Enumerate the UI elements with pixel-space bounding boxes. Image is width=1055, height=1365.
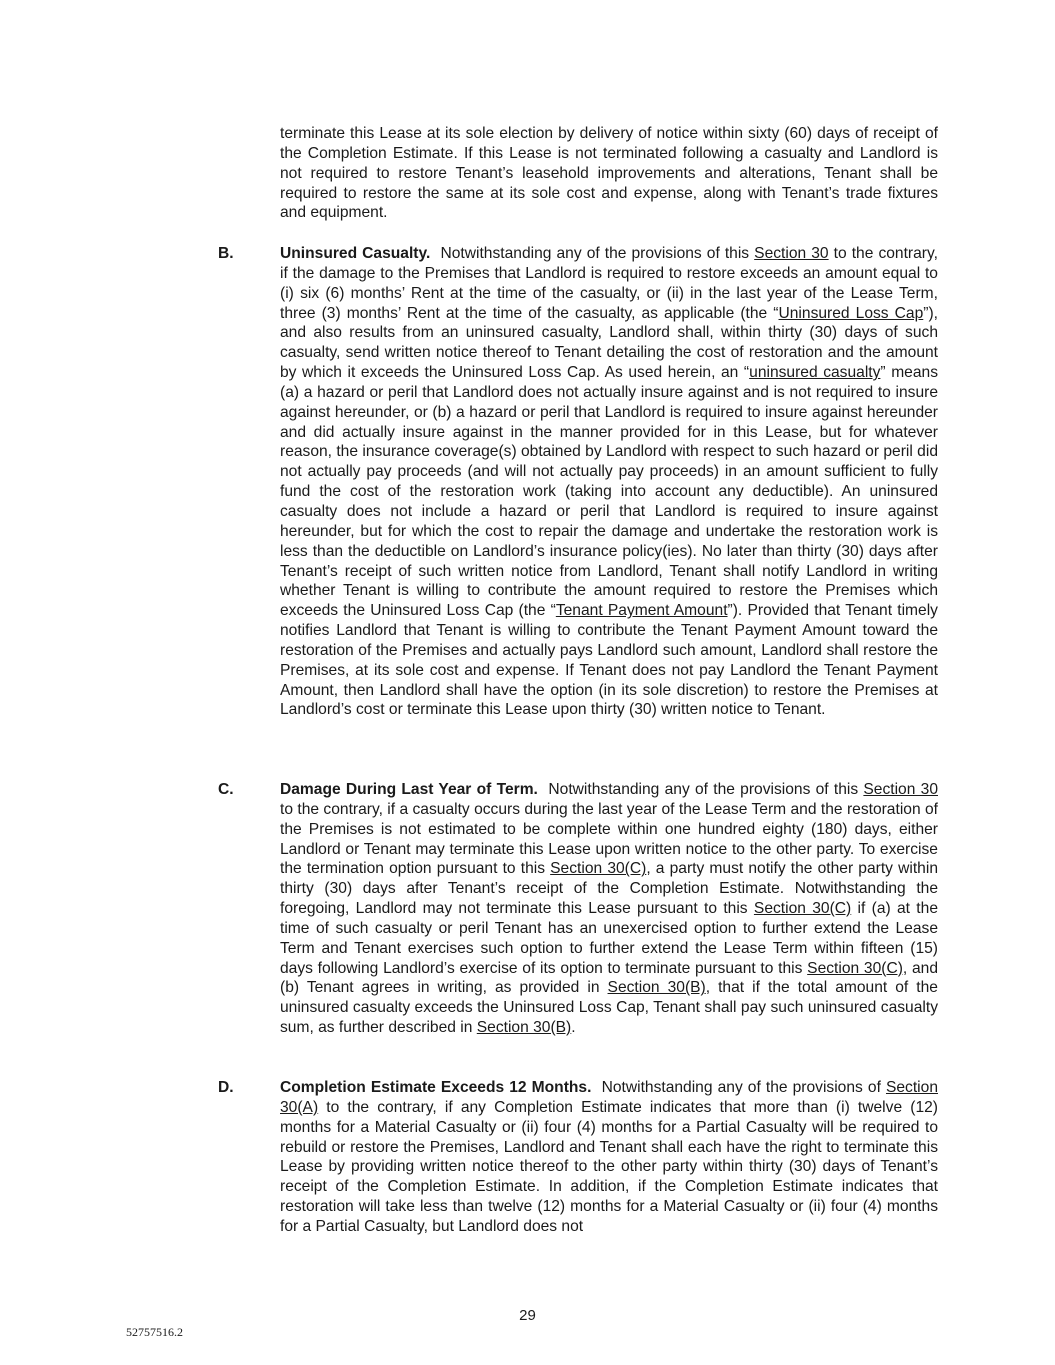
section-c-ref-3: Section 30(C): [753, 900, 852, 918]
section-b-defined-term-2: uninsured casualty: [749, 364, 881, 382]
section-b-paragraph: [280, 244, 938, 720]
section-c-text-5: , and (b) Tenant agrees in writing, as provided in: [280, 959, 938, 997]
section-c-ref-2: Section 30(C): [550, 860, 647, 878]
section-d-letter: D.: [218, 1079, 234, 1096]
section-b-letter: B.: [218, 245, 234, 262]
section-b-text-4: ” means (a) a hazard or peril that Landlord does not actually insure against and is not required to insure against hereunder, or (b) a hazard or peril that Landlord is required to insure against hereunder and did actually insure against in the manner provided for in this Lease, but for whatever reason, the insurance coverage(s) obtained by Landlord with respect to such hazard or peril did not actually pay proceeds (and will not actually pay proceeds) in an amount sufficient to fully fund the cost of the restoration work (taking into account any deductible). An uninsured casualty does not include a hazard or peril that Landlord is required to insure against hereunder, but for which the cost to repair the damage and undertake the restoration work is less than the deductible on Landlord’s insurance policy(ies). No later than thirty (30) days after Tenant’s receipt of such written notice from Landlord, Tenant shall notify Landlord in writing whether Tenant is willing to contribute the amount required to restore the Premises which exceeds the Uninsured Loss Cap (the “: [280, 364, 938, 620]
section-b-text-3: ”), and also results from an uninsured casualty, Landlord shall, within thirty (30) days of such casualty, send written notice thereof to Tenant detailing the cost of restoration and the amount by which it exceeds the Uninsured Loss Cap. As used herein, an “: [280, 304, 938, 382]
continuation-text: terminate this Lease at its sole election by delivery of notice within sixty (60) days of receipt of the Completion Estimate. If this Lease is not terminated following a casualty and Landlord is not required to restore Tenant’s leasehold improvements and alterations, Tenant shall be required to restore the same at its sole cost and expense, along with Tenant’s trade fixtures and equipment.: [280, 125, 938, 222]
section-c-text-4: if (a) at the time of such casualty or peril Tenant has an unexercised option to further extend the Lease Term and Tenant exercises such option to further extend the Lease Term within fifteen (15) days following Landlord’s exercise of its option to terminate pursuant to this: [280, 900, 938, 977]
section-d-ref-1: Section 30(A): [280, 1079, 938, 1116]
section-c-title: Damage During Last Year of Term.: [280, 781, 538, 798]
section-d-title: Completion Estimate Exceeds 12 Months.: [280, 1079, 592, 1096]
section-b-text-2: to the contrary, if the damage to the Premises that Landlord is required to restore exceeds an amount equal to (i) six (6) months’ Rent at the time of the casualty, or (ii) in the last year of the Lease Term, three (3) months’ Rent at the time of the casualty, as applicable (the “: [280, 245, 938, 322]
section-c-ref-4: Section 30(C): [807, 959, 903, 977]
section-c-paragraph: [280, 780, 938, 1038]
section-c-ref-1: Section 30: [863, 781, 938, 798]
section-c-text-3: , a party must notify the other party within thirty (30) days after Tenant’s receipt of the Completion Estimate. Notwithstanding the foregoing, Landlord may not terminate this Lease pursuant to this: [280, 860, 938, 918]
section-b-ref-1: Section 30: [754, 245, 829, 262]
section-c-text-2: to the contrary, if a casualty occurs during the last year of the Lease Term and the restoration of the Premises is not estimated to be complete within one hundred eighty (180) days, either Landlord or Tenant may terminate this Lease upon written notice to the other party. To exercise the termination option pursuant to this: [280, 800, 938, 878]
page-number: 29: [519, 1307, 536, 1324]
section-b-text-5: ”). Provided that Tenant timely notifies Landlord that Tenant is willing to contribute the Tenant Payment Amount toward the restoration of the Premises and actually pays Landlord such amount, Landlord shall restore the Premises, at its sole cost and expense. If Tenant does not pay Landlord the Tenant Payment Amount, then Landlord shall have the option (in its sole discretion) to restore the Premises at Landlord’s cost or terminate this Lease upon thirty (30) written notice to Tenant.: [280, 602, 938, 719]
section-b-defined-term-3: Tenant Payment Amount: [555, 602, 728, 620]
section-b-text-1: Notwithstanding any of the provisions of this: [440, 245, 750, 262]
section-c-ref-5: Section 30(B): [607, 979, 706, 997]
section-c-ref-6: Section 30(B): [476, 1019, 572, 1037]
document-id: 52757516.2: [126, 1325, 183, 1339]
section-c-text-6: , that if the total amount of the uninsured casualty exceeds the Uninsured Loss Cap, Tenant shall pay such uninsured casualty sum, as further described in: [280, 979, 938, 1037]
continuation-paragraph: [280, 124, 938, 223]
section-d-text-1: Notwithstanding any of the provisions of: [601, 1079, 881, 1096]
section-c-text-1: Notwithstanding any of the provisions of this: [548, 781, 859, 798]
section-b-defined-term-1: Uninsured Loss Cap: [778, 304, 924, 322]
section-c-letter: C.: [218, 781, 234, 798]
section-c-text-7: .: [571, 1019, 576, 1037]
section-d-paragraph: [280, 1078, 938, 1237]
section-b-title: Uninsured Casualty.: [280, 245, 431, 262]
section-d-text-2: to the contrary, if any Completion Estimate indicates that more than (i) twelve (12) months for a Material Casualty or (ii) four (4) months for a Partial Casualty will be required to rebuild or restore the Premises, Landlord and Tenant shall each have the right to terminate this Lease by providing written notice thereof to the other party within thirty (30) days of Tenant’s receipt of the Completion Estimate. In addition, if the Completion Estimate indicates that restoration will take less than twelve (12) months for a Material Casualty or (ii) four (4) months for a Partial Casualty, but Landlord does not: [280, 1098, 938, 1235]
